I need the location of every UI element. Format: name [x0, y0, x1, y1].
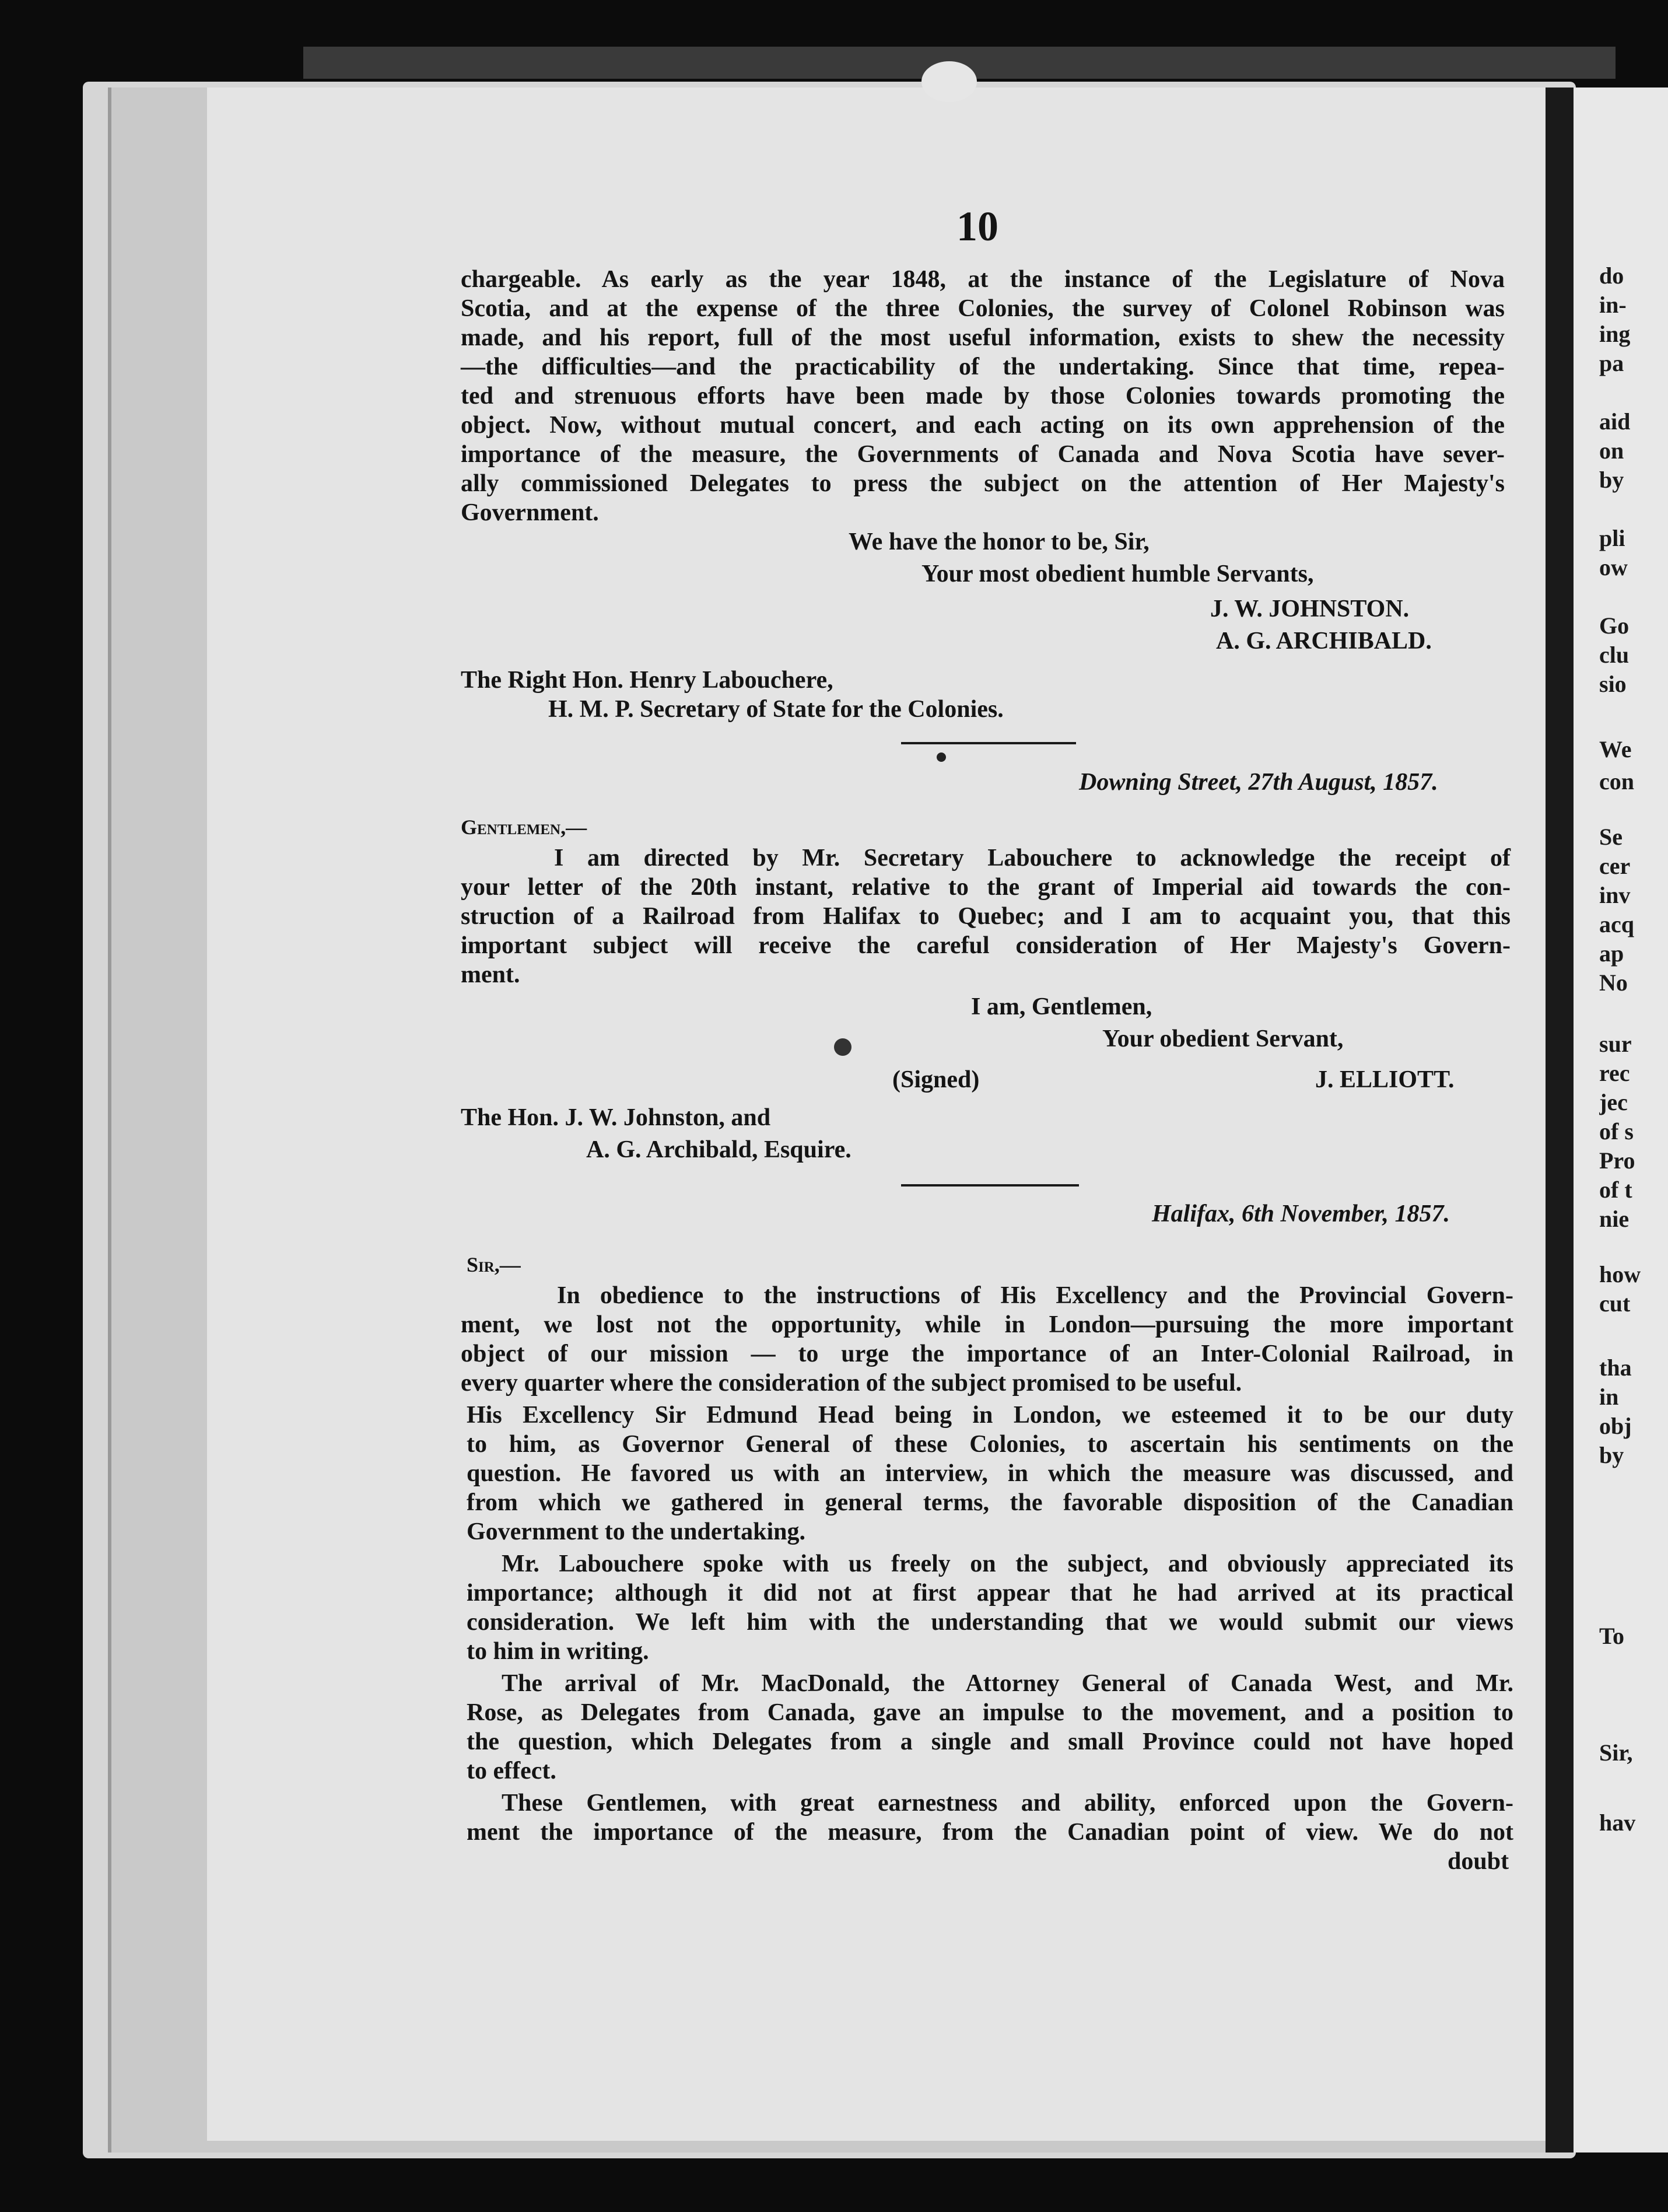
text-line: importance; although it did not at first appear that he had arrived at its practical: [467, 1580, 1513, 1606]
text-line: Government to the undertaking.: [467, 1518, 805, 1545]
facing-page-line: cer: [1599, 853, 1631, 879]
text-line: to him in writing.: [467, 1638, 649, 1665]
text-line: Mr. Labouchere spoke with us freely on the subject, and obviously appreciated its: [502, 1550, 1513, 1577]
facing-page-line: how: [1599, 1261, 1641, 1287]
facing-page-line: hav: [1599, 1810, 1636, 1836]
text-line: chargeable. As early as the year 1848, at the instance of the Legislature of Nova: [461, 266, 1505, 293]
text-line: importance of the measure, the Governments of Canada and Nova Scotia have sever-: [461, 441, 1505, 468]
facing-page-line: on: [1599, 438, 1624, 464]
addressee-line: H. M. P. Secretary of State for the Colonies.: [548, 696, 1004, 723]
dateline: Halifax, 6th November, 1857.: [1152, 1200, 1450, 1227]
facing-page-line: pa: [1599, 350, 1624, 376]
text-line: every quarter where the consideration of the subject promised to be useful.: [461, 1370, 1242, 1396]
signed-mark: (Signed): [892, 1066, 980, 1093]
facing-page-line: aid: [1599, 408, 1631, 435]
text-line: In obedience to the instructions of His Excellency and the Provincial Govern-: [557, 1282, 1513, 1309]
text-line: Rose, as Delegates from Canada, gave an impulse to the movement, and a position to: [467, 1699, 1513, 1726]
text-line: ment, we lost not the opportunity, while in London—pursuing the more important: [461, 1311, 1513, 1338]
facing-page-line: Se: [1599, 824, 1623, 850]
closing-line: I am, Gentlemen,: [971, 993, 1152, 1020]
facing-page-line: rec: [1599, 1060, 1630, 1086]
facing-page-line: Go: [1599, 612, 1630, 639]
facing-page-line: inv: [1599, 882, 1631, 908]
facing-page-line: acq: [1599, 911, 1634, 937]
book-gutter: [1546, 88, 1574, 2152]
text-line: from which we gathered in general terms, the favorable disposition of the Canadian: [467, 1489, 1513, 1516]
facing-page-line: Sir,: [1599, 1740, 1633, 1766]
text-line: your letter of the 20th instant, relative to the grant of Imperial aid towards the con-: [461, 874, 1511, 901]
facing-page-line: in-: [1599, 292, 1627, 318]
text-line: consideration. We left him with the understanding that we would submit our views: [467, 1609, 1513, 1636]
facing-page-line: sio: [1599, 671, 1627, 697]
film-blemish: [921, 61, 977, 102]
text-line: Scotia, and at the expense of the three Colonies, the survey of Colonel Robinson was: [461, 295, 1505, 322]
text-line: The arrival of Mr. MacDonald, the Attorney General of Canada West, and Mr.: [502, 1670, 1513, 1697]
facing-page-line: ow: [1599, 554, 1628, 580]
facing-page-line: ing: [1599, 321, 1631, 347]
closing-line: Your most obedient humble Servants,: [921, 561, 1314, 587]
facing-page-line: sur: [1599, 1031, 1632, 1057]
facing-page-line: in: [1599, 1384, 1619, 1410]
facing-page-line: nie: [1599, 1206, 1630, 1232]
salutation: Gentlemen,—: [461, 816, 587, 839]
facing-page-line: by: [1599, 467, 1624, 493]
facing-page-line: To: [1599, 1623, 1625, 1649]
facing-page-line: of t: [1599, 1177, 1632, 1203]
text-line: to effect.: [467, 1758, 556, 1784]
page-number: 10: [956, 203, 998, 250]
salutation: Sir,—: [467, 1253, 521, 1276]
text-line: His Excellency Sir Edmund Head being in London, we esteemed it to be our duty: [467, 1402, 1513, 1429]
text-line: ted and strenuous efforts have been made by those Colonies towards promoting the: [461, 383, 1505, 410]
signature: J. ELLIOTT.: [1315, 1066, 1455, 1093]
addressee-line: The Hon. J. W. Johnston, and: [461, 1104, 771, 1131]
section-rule: [901, 742, 1076, 744]
facing-page-line: We: [1599, 736, 1632, 762]
facing-page-line: clu: [1599, 642, 1630, 668]
section-rule: [901, 1184, 1079, 1186]
facing-page-line: jec: [1599, 1089, 1628, 1115]
facing-page-line: No: [1599, 970, 1628, 996]
text-line: question. He favored us with an interview, in which the measure was discussed, and: [467, 1460, 1513, 1487]
text-line: ment the importance of the measure, from the Canadian point of view. We do not: [467, 1819, 1513, 1846]
facing-page-line: of s: [1599, 1118, 1634, 1144]
text-line: important subject will receive the careful consideration of Her Majesty's Govern-: [461, 932, 1511, 959]
facing-page-line: obj: [1599, 1413, 1632, 1439]
text-line: the question, which Delegates from a single and small Province could not have hoped: [467, 1728, 1513, 1755]
signature: A. G. ARCHIBALD.: [1216, 628, 1432, 654]
text-line: These Gentlemen, with great earnestness and ability, enforced upon the Govern-: [502, 1790, 1513, 1817]
catchword: doubt: [1448, 1848, 1509, 1875]
text-line: ment.: [461, 961, 520, 988]
facing-page-line: pli: [1599, 525, 1625, 551]
closing-line: We have the honor to be, Sir,: [849, 528, 1150, 555]
dateline: Downing Street, 27th August, 1857.: [1079, 769, 1438, 796]
addressee-line: A. G. Archibald, Esquire.: [586, 1136, 851, 1163]
facing-page-line: con: [1599, 768, 1634, 794]
text-line: Government.: [461, 499, 599, 526]
text-line: object of our mission — to urge the importance of an Inter-Colonial Railroad, in: [461, 1340, 1513, 1367]
text-line: ally commissioned Delegates to press the subject on the attention of Her Majesty's: [461, 470, 1505, 497]
text-line: object. Now, without mutual concert, and each acting on its own apprehension of the: [461, 412, 1505, 439]
text-line: —the difficulties—and the practicability of the undertaking. Since that time, repea-: [461, 354, 1505, 380]
text-line: struction of a Railroad from Halifax to Quebec; and I am to acquaint you, that this: [461, 903, 1511, 930]
facing-page-line: cut: [1599, 1290, 1631, 1317]
text-line: to him, as Governor General of these Colonies, to ascertain his sentiments on the: [467, 1431, 1513, 1458]
closing-line: Your obedient Servant,: [1102, 1026, 1344, 1052]
facing-page-line: Pro: [1599, 1147, 1635, 1174]
facing-page-line: do: [1599, 262, 1624, 289]
facing-page-line: ap: [1599, 940, 1624, 967]
facing-page-line: by: [1599, 1442, 1624, 1468]
text-line: I am directed by Mr. Secretary Labouchere to acknowledge the receipt of: [554, 845, 1511, 872]
text-line: made, and his report, full of the most useful information, exists to shew the necessity: [461, 324, 1505, 351]
facing-page-line: tha: [1599, 1354, 1632, 1381]
addressee-line: The Right Hon. Henry Labouchere,: [461, 667, 833, 694]
ink-smudge: [834, 1038, 851, 1056]
ink-speck: [937, 752, 946, 762]
signature: J. W. JOHNSTON.: [1210, 596, 1410, 622]
